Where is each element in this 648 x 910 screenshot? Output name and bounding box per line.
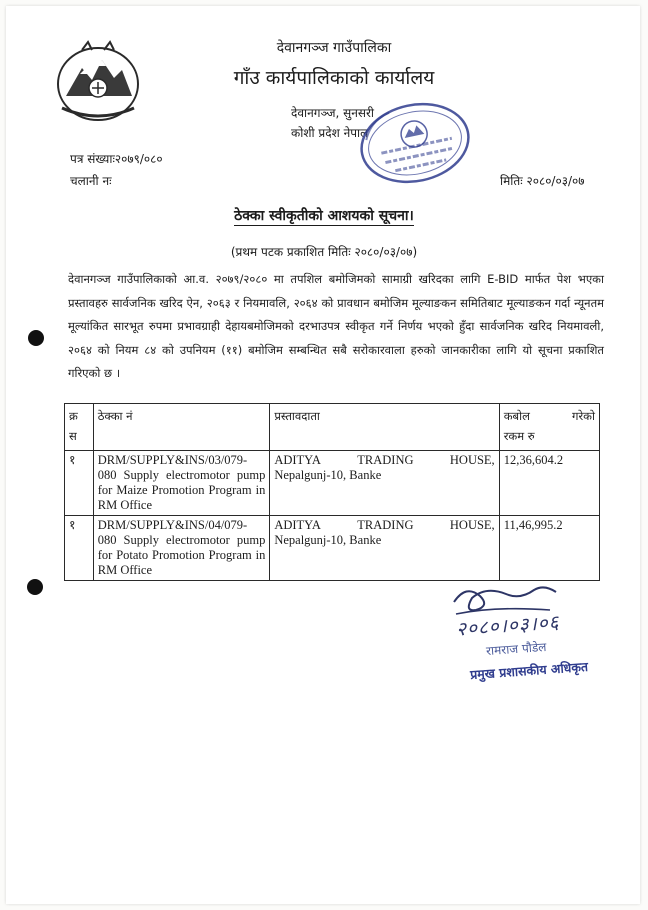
signature-date: २०८०।०३।०६ [455,611,561,641]
bidder-name-part: ADITYA [274,518,321,532]
header-serial: क्र स [65,404,94,451]
row-serial: १ [65,451,94,516]
row-bidder [270,516,499,581]
row-serial: १ [65,516,94,581]
dispatch-number: चलानी नः [70,174,112,188]
header-bidder: प्रस्तावदाता [270,404,499,451]
notice-title [0,206,648,225]
address-line-1: देवानगञ्ज, सुनसरी [291,106,375,120]
bidder-name-part: HOUSE, [449,453,495,467]
table-row [65,516,600,581]
notice-body: देवानगञ्ज गाउँपालिकाको आ.व. २०७९/२०८० मा तपशिल बमोजिमको सामाग्री खरिदका लागि E-BID मार्फत पेश भएका प्रस्तावहरु सार्वजनिक खरिद ऐन, २०६३ र नियमावलि, २०६४ को प्रावधान बमोजिम मूल्याङकन समितिबाट मूल्याङकन गर्दा न्यूनतम मूल्यांकित सारभूत रुपमा प्रभावग्राही देहायबमोजिमको दरभाउपत्र स्वीकृत गर्ने निर्णय भएको हुँदा सार्वजनिक खरिद नियमावली, २०६४ को नियम ८४ को उपनियम (११) बमोजिम सम्बन्धित सबै सरोकारवाला हरुको जानकारीका लागि यो सूचना प्रकाशित गरिएको छ । [68,272,604,380]
header-amount-part2: गरेको [572,409,595,423]
address-line-2: कोशी प्रदेश नेपाल [291,126,369,140]
notice-title-text: ठेक्का स्वीकृतीको आशयको सूचना। [234,208,414,224]
header-contract-no: ठेक्का नं [93,404,270,451]
tender-table [64,403,600,581]
header-amount-part1: कबोल [503,409,530,423]
bidder-name-part: ADITYA [274,453,321,467]
bidder-name [274,453,494,468]
header-amount-part3: रकम रु [503,429,535,443]
header-amount-line [504,406,595,426]
header-amount [499,404,599,451]
bidder-address: Nepalgunj-10, Banke [274,533,382,547]
office-seal-stamp [356,100,474,186]
municipality-name: देवानगञ्ज गाउँपालिका [276,40,392,56]
table-header-row [65,404,600,451]
row-contract-no: DRM/SUPPLY&INS/03/079-080 Supply electromotor pump for Maize Promotion Program in RM Office [93,451,270,516]
bidder-name-part: TRADING [357,518,414,532]
bidder-name [274,518,494,533]
row-contract-no: DRM/SUPPLY&INS/04/079-080 Supply electromotor pump for Potato Promotion Program in RM Office [93,516,270,581]
office-name: गाँउ कार्यपालिकाको कार्यालय [233,67,435,89]
signer-designation: प्रमुख प्रशासकीय अधिकृत [469,658,589,683]
row-amount: 12,36,604.2 [499,451,599,516]
letter-date: मितिः २०८०/०३/०७ [500,174,585,188]
bidder-name-part: HOUSE, [449,518,495,532]
signer-name: रामराज पौडेल [485,639,547,659]
bidder-name-part: TRADING [357,453,414,467]
punch-hole [28,330,44,346]
bidder-address: Nepalgunj-10, Banke [274,468,382,482]
letter-number: पत्र संख्याः२०७९/०८० [70,152,163,166]
row-bidder [270,451,499,516]
row-amount: 11,46,995.2 [499,516,599,581]
table-row [65,451,600,516]
punch-hole [27,579,43,595]
notice-subtitle: (प्रथम पटक प्रकाशित मितिः २०८०/०३/०७) [230,245,418,259]
